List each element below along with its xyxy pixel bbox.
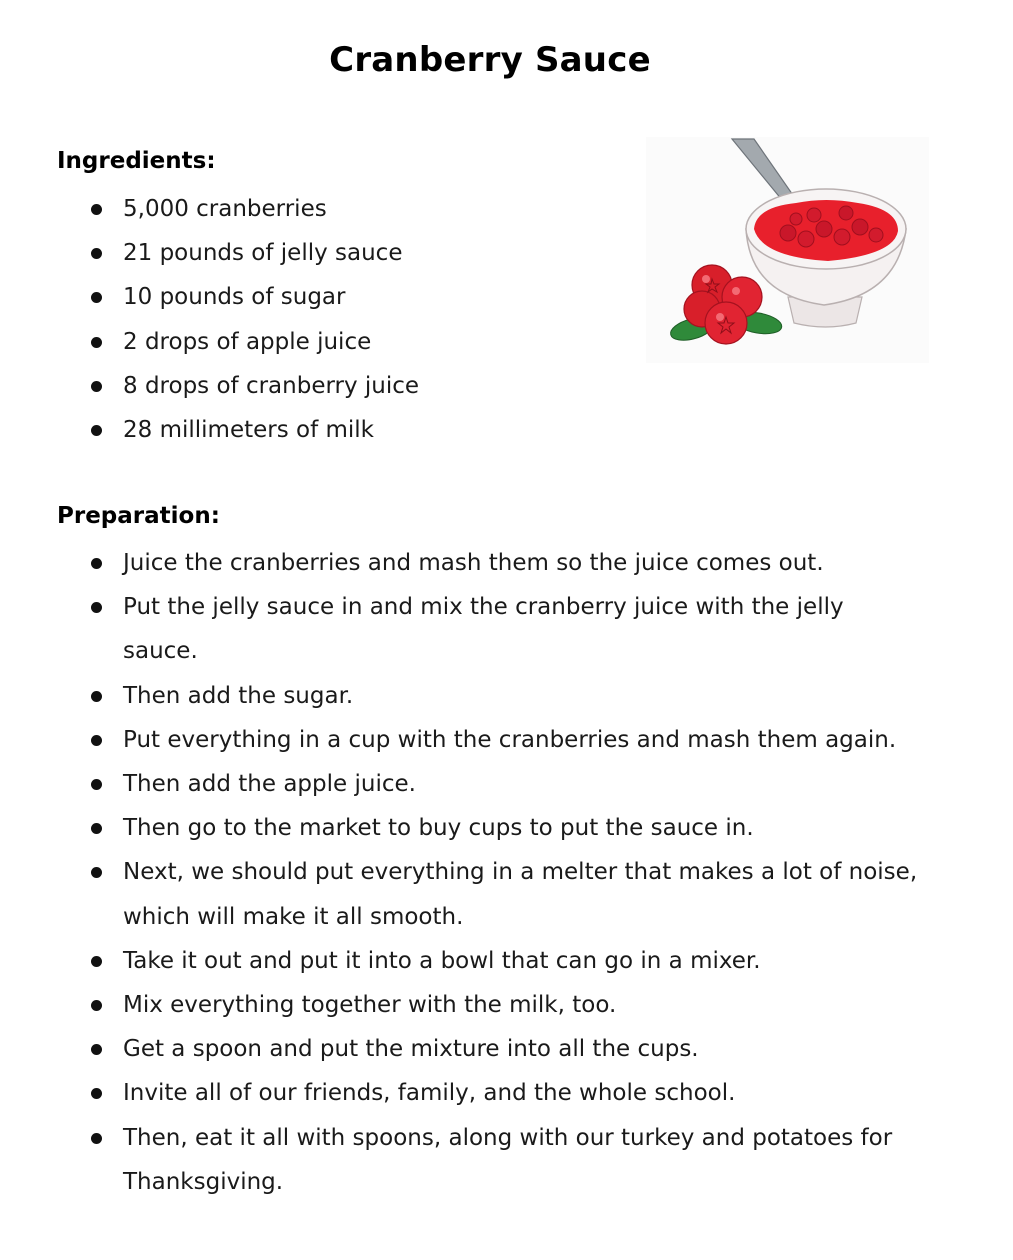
preparation-step: Then, eat it all with spoons, along with our turkey and potatoes for Thanksgiving. [0, 1116, 923, 1204]
preparation-step: Mix everything together with the milk, too. [0, 983, 930, 1027]
ingredient-item: 21 pounds of jelly sauce [0, 231, 640, 275]
preparation-step: Next, we should put everything in a melter that makes a lot of noise, which will make it all smooth. [0, 850, 923, 938]
preparation-step: Invite all of our friends, family, and the whole school. [0, 1071, 930, 1115]
preparation-heading: Preparation: [57, 503, 220, 529]
ingredient-item: 5,000 cranberries [0, 187, 640, 231]
cranberry-sauce-bowl-icon [646, 137, 929, 363]
ingredient-item: 10 pounds of sugar [0, 275, 640, 319]
preparation-step: Then add the sugar. [0, 674, 930, 718]
ingredient-item: 2 drops of apple juice [0, 320, 640, 364]
preparation-step: Then go to the market to buy cups to put the sauce in. [0, 806, 930, 850]
preparation-step: Get a spoon and put the mixture into all the cups. [0, 1027, 930, 1071]
ingredients-list [0, 187, 640, 452]
preparation-step: Then add the apple juice. [0, 762, 930, 806]
preparation-step: Juice the cranberries and mash them so the juice comes out. [0, 541, 930, 585]
ingredients-heading: Ingredients: [57, 148, 216, 174]
ingredient-item: 8 drops of cranberry juice [0, 364, 640, 408]
cranberry-sauce-illustration [646, 137, 929, 363]
preparation-list [0, 541, 930, 1204]
ingredient-item: 28 millimeters of milk [0, 408, 640, 452]
page-title: Cranberry Sauce [329, 40, 651, 80]
preparation-step: Take it out and put it into a bowl that can go in a mixer. [0, 939, 930, 983]
preparation-step: Put everything in a cup with the cranberries and mash them again. [0, 718, 923, 762]
preparation-step: Put the jelly sauce in and mix the cranberry juice with the jelly sauce. [0, 585, 923, 673]
